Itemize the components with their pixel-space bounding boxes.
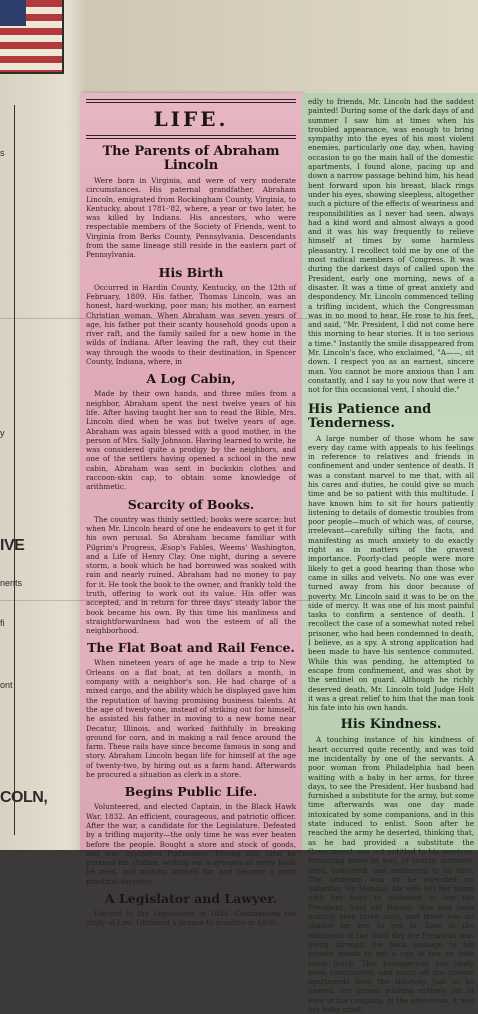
section-heading: Scarcity of Books. xyxy=(127,496,255,512)
edge-fragment-2: IVE xyxy=(0,537,25,554)
section-text: Volunteered, and elected Captain, in the Black Hawk War, 1832. An efficient, courageous, and patriotic officer. After the war, a candidate for the Legislature. Defeated by a trifling majority—the only time he was ever beaten before the people. Bought a store and stock of goods, and was appointed Postmaster. During this time he pursued his studies, writing out a synopsis of every book he read, and making himself for, and became a good practical surveyor. xyxy=(86,802,296,886)
section-text: Elected to the Legislature in 1834. Commenced the study of Law. Obtained a license to practice in 1836. xyxy=(86,909,296,928)
section-heading: His Birth xyxy=(158,264,224,280)
section-text: The country was thinly settled; books were scarce; but when Mr. Lincoln heard of one he endeavors to get it for his own perusal. So Abraham became familiar with Pilgrim's Progress, Æsop's Fables, Weems' Washington, and a Life of Henry Clay. One night, during a severe storm, a book which he had borrowed was soaked with rain and nearly ruined. Abraham had no money to pay for it. He took the book to the owner, and frankly told the truth, offering to work out its value. His offer was accepted, and in return for three days' steady labor the book became his own. By this time his manliness and straightforwardness had won the esteem of all the neighborhood. xyxy=(86,514,296,636)
masthead-title: LIFE. xyxy=(153,107,229,131)
section-text: Occurred in Hardin County, Kentucky, on the 12th of February, 1809. His father, Thomas Lincoln, was an honest, hard-working, poor man; his mother, an earnest Christian woman. When Abraham was seven years of age, his father put their scanty household goods upon a river raft, and the family sailed for a new home in the wilds of Indiana. After leaving the raft, they cut their way through the woods to their destination, in Spencer County, Indiana, where, in xyxy=(86,282,296,367)
continued-clipping xyxy=(302,93,478,1014)
section-text: Made by their own hands, and three miles from a neighbor, Abraham spent the next twelve years of his life. After having taught her son to read the Bible, Mrs. Lincoln died when he was but twelve years of age. Abraham was again blessed with a good mother, in the person of Mrs. Sally Johnson. Having learned to write, he was considered quite a prodigy by the neighbors, and one of the settlers having opened a school in the new cabin, Abraham was sent in buckskin clothes and raccoon-skin cap, to obtain some knowledge of arithmetic. xyxy=(86,389,296,492)
section-heading: The Parents of Abraham Lincoln xyxy=(102,144,280,173)
flag-graphic xyxy=(0,0,64,74)
section-heading: His Patience and Tenderness. xyxy=(308,401,432,431)
section-heading: A Legislator and Lawyer. xyxy=(104,891,278,906)
life-clipping xyxy=(80,93,302,928)
paper-fold xyxy=(0,600,478,601)
edge-fragment-3: nents xyxy=(0,578,23,588)
section-heading: His Kindness. xyxy=(340,717,442,733)
edge-fragment-5: ont xyxy=(0,680,13,690)
section-heading: Begins Public Life. xyxy=(124,784,258,800)
edge-fragment-6: COLN, xyxy=(0,789,48,806)
section-heading: The Flat Boat and Rail Fence. xyxy=(87,640,295,656)
section-text: A large number of those whom he saw every day came with appeals to his feelings in reference to relatives and friends in confinement and under sentence of death. It was a constant marvel to me that, with all his cares and duties, he could give so much time and be so patient with this multitude. I have known him to sit for hours patiently listening to details of domestic troubles from poor people—much of which was, of course, irrelevant—carefully sifting the facts, and manifesting as much anxiety to do exactly right as in matters of the gravest importance. Poorly-clad people were more likely to get a good hearing than those who came in silks and velvets. No one was ever turned away from his door because of poverty. Mr. Lincoln said it was to be on the side of mercy. It was one of his most painful tasks to confirm a sentence of death. I recollect the case of a somewhat noted rebel prisoner, who had been condemned to death, I believe, as a spy. A strong application had been made to have his sentence commuted. While this was pending, he attempted to escape from confinement, and was shot by the sentinel on guard. Although he richly deserved death, Mr. Lincoln told Judge Holt it was a great relief to him that the man took his fate into his own hands. xyxy=(308,433,474,713)
section-text: A touching instance of his kindness of heart occurred quite recently, and was told me incidentally by one of the servants. A poor woman from Philadelphia had been waiting with a baby in her arms, for three days, to see the President. Her husband had furnished a substitute for the army, but some time afterwards was one day made intoxicated by some companions, and in this state induced to enlist. Soon after he reached the army he deserted, thinking that, as he had provided a substitute the Government was not entitled to his services. Returning home he was, of course, arrested, tried, convicted, and sentenced to be shot. The sentence was to be executed on Saturday. On Monday, his wife left her home with her baby to endeavor to see the President. Said old Daniel: 'She had been waiting here three days, and there was no chance for her to get in. Late in the afternoon of the third day the President was going through the back passage to his private rooms to get a cup of tea, or take some lunch. This passage-way has lately been constructed, and shuts off the private apartments from the stairway. Just as he passed, the person pushing entirely out of view of the company, in the ante-room, it was her baby cried.' xyxy=(308,735,474,1014)
section-heading: A Log Cabin, xyxy=(146,371,236,387)
flag-canton xyxy=(0,0,26,26)
edge-fragment-7: s xyxy=(0,148,5,158)
poster-frame-line xyxy=(0,105,15,835)
paper-fold xyxy=(0,318,478,319)
edge-fragment-1: y xyxy=(0,428,5,438)
continued-text: edly to friends, Mr. Lincoln had the saddest painted! During some of the dark days of and summer I saw him at times when his troubled appearance, was enough to bring sympathy into the eyes of his most violent enemies, particularly one day, when, having occasion to go the main hall of the domestic apartments, I found alone, pacing up and down a narrow passage behind him, his head bent forward upon his breast, black rings under his eyes, showing sleepless, altogether such a picture of the effects of weariness and responsibilities as I never had seen. always had a kind word and almost always a good and it was his way frequently to relieve himself at times by some harmless pleasantry. I recollect told me by one of the most radical members of Congress. It was during the darkest days of called upon the President, early one morning, news of a disaster. It was a time of great anxiety and despondency. Mr. Lincoln commenced telling a trifling incident, which the Congressman was in no mood to hear. He rose to his feet, and said, "Mr. President, I did not come here this morning to hear stories. It is too serious a time." Instantly the smile disappeared from Mr. Lincoln's face, who exclaimed, "A——, sit down. I respect you as an earnest, sincere man. You cannot be more anxious than I am constantly, and I say to you now that were it not for this occasional vent, I should die." xyxy=(308,97,474,395)
edge-fragment-4: fi xyxy=(0,618,5,628)
section-text: When nineteen years of age he made a trip to New Orleans on a flat boat, at ten dollars a month, in company with a neighbor's son. He had charge of a mixed cargo, and the ability which he displayed gave him the reputation of having promising business talents. At the age of twenty-one, instead of striking out for himself, he assisted his father in moving to a new home near Decatur, Illinois, and worked faithfully in breaking ground for corn, and in making a rail fence around the farm. These rails have since become famous in song and story. Abraham Lincoln began life for himself at the age of twenty-two, by hiring out as a farm hand. Afterwards he procured a situation as clerk in a store. xyxy=(86,658,296,780)
masthead-rule xyxy=(86,99,296,103)
masthead-rule-bottom xyxy=(86,135,296,139)
section-text: Were born in Virginia, and were of very moderate circumstances. His paternal grandfather, Abraham Lincoln, emigrated from Rockingham County, Virginia, to Kentucky, about 1781-'82, where, a year or two later, he was killed by Indians. His ancestors, who were respectable members of the Society of Friends, went to Virginia from Berks County, Pennsylvania. Descendants from the same lineage still reside in the eastern part of Pennsylvania. xyxy=(86,176,296,260)
